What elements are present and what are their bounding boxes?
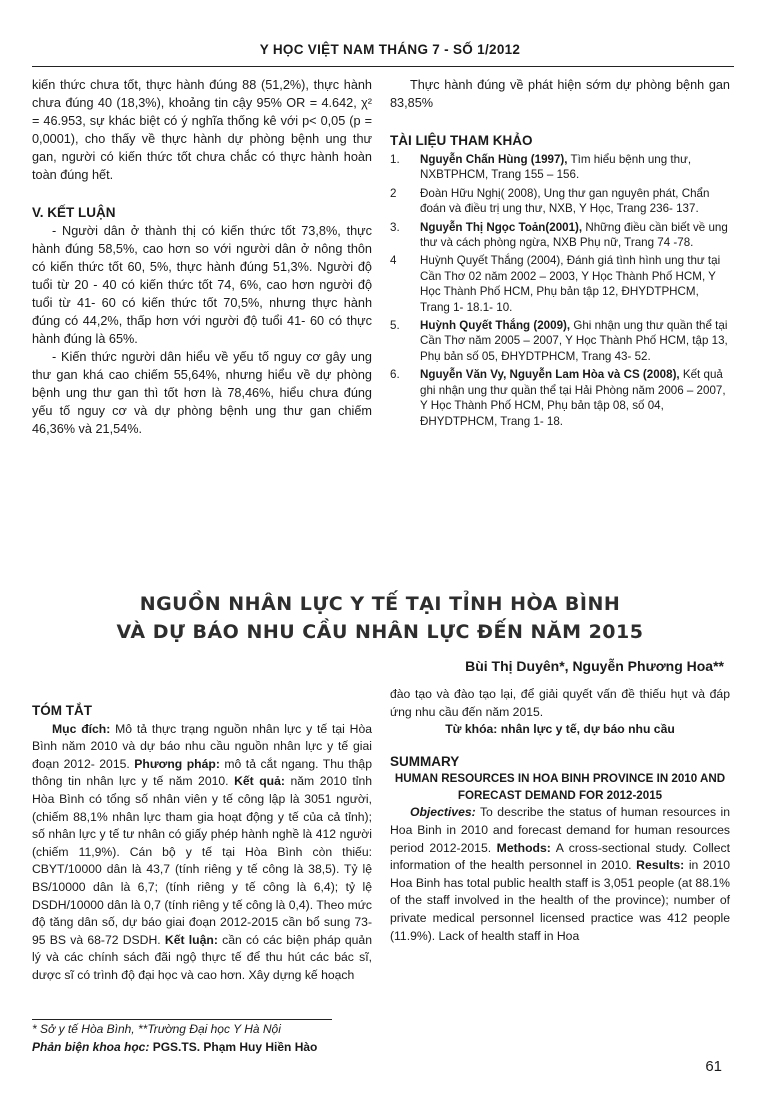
page-number: 61	[705, 1058, 722, 1075]
objectives-label: Objectives:	[410, 805, 476, 820]
reference-item	[390, 253, 730, 315]
practice-paragraph: Thực hành đúng về phát hiện sớm dự phòng bệnh gan 83,85%	[390, 78, 730, 110]
running-header: Y HỌC VIỆT NAM THÁNG 7 - SỐ 1/2012	[259, 42, 521, 57]
reference-number: 5.	[390, 319, 400, 333]
reference-text: Tìm hiểu bệnh ung thư, NXBTPHCM, Trang 155 – 156.	[420, 153, 692, 182]
reference-text: Kết quả ghi nhận ung thư quần thể tại Hải Phòng năm 2006 – 2007, Y Học Thành Phố HCM, Phụ bản tập 08, số 04, ĐHYDTPHCM, Trang 1- 18.	[420, 368, 726, 428]
references-heading: TÀI LIỆU THAM KHẢO	[390, 133, 533, 148]
keywords: Từ khóa: nhân lực y tế, dự báo nhu cầu	[445, 722, 675, 737]
reference-item	[390, 367, 730, 429]
result-text: năm 2010 tỉnh Hòa Bình có tổng số nhân viên y tế công lập là 3051 người, (chiếm 88,1% nhân lực tham gia hoạt động y tế của cả tỉnh); số nhân lực y tế tư nhân có giấy phép hành nghề là 412 người (chiếm 11,9%). Cán bộ y tế tại Hòa Bình còn thiếu: CBYT/10000 dân là 43,7 (tính riêng y tế công là 38,5). Tỷ lệ BS/10000 dân là 6,7; (tính riêng y tế công là 6,4); tỷ lệ DSDH/10000 dân là 0,7 (tính riêng y tế công là 0,4). Theo mức độ tăng dân số, dự báo giai đoạn 2012-2015 cần bổ sung 73-95 BS và 68-72 DSDH.	[32, 774, 373, 947]
abstract-right-column	[390, 686, 730, 945]
summary-title: HUMAN RESOURCES IN HOA BINH PROVINCE IN 2010 AND FORECAST DEMAND FOR 2012-2015	[394, 772, 726, 803]
summary-body	[390, 804, 730, 945]
abstract-heading: TÓM TẮT	[32, 703, 92, 718]
reference-item	[390, 152, 730, 183]
reference-item	[390, 220, 730, 251]
result-label: Kết quả:	[234, 774, 285, 789]
reference-list	[390, 152, 730, 429]
reference-number: 6.	[390, 368, 400, 382]
conclusion-paragraph-1: - Người dân ở thành thị có kiến thức tốt 73,8%, thực hành đúng 58,5%, cao hơn so với người dân ở nông thôn có kiến thức tốt 60, 5%, thực hành đúng 51,3%. Người độ tuổi từ 20 - 40 có kiến thức tốt 74, 6%, cao hơn người độ tuổi từ 41- 60 có kiến thức tốt 70,5%, nhưng thực hành đúng có 44,2%, thấp hơn với người độ tuổi 41- 60 có thực hành đúng là 65%.	[32, 224, 372, 346]
methods-text: A cross-sectional study. Collect information of the health personnel in 2010.	[390, 840, 730, 873]
results-text: in 2010 Hoa Binh has total public health staff is 3,051 people (at 88.1% of the staff involved in the health of the province); number of private medical personnel licensed practice was 412 people (11.9%). Lack of health staff in Hoa	[390, 858, 730, 943]
author-affiliation: * Sở y tế Hòa Bình, **Trường Đại học Y Hà Nội	[32, 1022, 281, 1036]
reviewer-name: PGS.TS. Phạm Huy Hiền Hào	[152, 1040, 318, 1054]
reference-author: Nguyễn Văn Vy, Nguyễn Lam Hòa và CS (2008),	[420, 368, 680, 382]
summary-heading: SUMMARY	[390, 753, 460, 769]
reference-text: Những điều cần biết về ung thư và cách phòng ngừa, NXB Phụ nữ, Trang 74 -78.	[420, 220, 728, 250]
reference-author: Nguyễn Thị Ngọc Toản(2001),	[420, 220, 583, 234]
article-title-line-1: NGUỒN NHÂN LỰC Y TẾ TẠI TỈNH HÒA BÌNH	[139, 593, 621, 615]
reviewer-line	[32, 1040, 317, 1054]
reference-text: Ghi nhận ung thư quần thể tại Cần Thơ năm 2005 – 2007, Y Học Thành Phố HCM, tập 13, Phụ bản số 05, ĐHYDTPHCM, Trang 43- 52.	[420, 319, 728, 363]
header-rule	[32, 66, 734, 67]
conclusion-text: cần có các biện pháp quản lý và các chính sách đãi ngộ thực tế để thu hút các bác sĩ, dược sĩ có trình độ đại học và cao hơn. Xây dựng kế hoạch	[32, 932, 372, 982]
footnote-rule	[32, 1019, 332, 1020]
conclusion-heading: V. KẾT LUẬN	[32, 205, 116, 220]
reference-text: Huỳnh Quyết Thắng (2004), Đánh giá tình hình ung thư tại Cần Thơ 02 năm 2002 – 2003, Y Học Thành Phố HCM, Y Học Thành Phố HCM, Phụ bản tập 12, ĐHYDTPHCM, Trang 1- 18.1- 10.	[420, 254, 721, 314]
abstract-vietnamese	[32, 702, 372, 985]
abstract-continuation: đào tạo và đào tạo lại, để giải quyết vấn đề thiếu hụt và đáp ứng nhu cầu đến năm 2015.	[390, 687, 730, 719]
objectives-text: To describe the status of human resources in Hoa Binh in 2010 and forecast demand for human resources period 2012-2015.	[390, 805, 730, 855]
methods-label: Methods:	[496, 840, 551, 855]
reference-item	[390, 318, 730, 364]
results-label: Results:	[636, 858, 685, 873]
reference-number: 3.	[390, 220, 400, 234]
conclusion-label: Kết luận:	[164, 932, 218, 947]
reference-author: Huỳnh Quyết Thắng (2009),	[420, 319, 571, 333]
article-title-line-2: VÀ DỰ BÁO NHU CẦU NHÂN LỰC ĐẾN NĂM 2015	[116, 621, 644, 643]
top-right-column	[390, 76, 730, 432]
reference-number: 4	[390, 254, 397, 268]
article-authors: Bùi Thị Duyên*, Nguyễn Phương Hoa**	[465, 658, 724, 674]
objective-text: Mô tả thực trạng nguồn nhân lực y tế tại Hòa Bình năm 2010 và dự báo nhu cầu nguồn nhân lực y tế giai đoạn 2012- 2015.	[32, 721, 372, 771]
reference-number: 1.	[390, 153, 400, 166]
method-text: mô tả cắt ngang. Thu thập thông tin nhân lực y tế năm 2010.	[32, 756, 372, 789]
method-label: Phương pháp:	[134, 756, 220, 771]
top-left-column	[32, 76, 372, 438]
objective-label: Mục đích:	[52, 721, 111, 736]
reference-text: Đoàn Hữu Nghị( 2008), Ung thư gan nguyên phát, Chẩn đoán và điều trị ung thư, NXB, Y Học, Trang 236- 137.	[420, 186, 710, 216]
abstract-body	[32, 721, 372, 985]
conclusion-paragraph-2: - Kiến thức người dân hiểu về yếu tố nguy cơ gây ung thư gan khá cao chiếm 55,64%, nhưng hiểu về dự phòng bệnh ung thư gan thì tốt hơn là 78,46%, hiểu chưa đúng yếu tố nguy cơ và dự phòng bệnh ung thư gan chiếm 46,36% và 21,54%.	[32, 350, 372, 436]
reviewer-label: Phản biện khoa học:	[32, 1040, 153, 1054]
reference-number: 2	[390, 186, 397, 200]
article-title	[100, 590, 660, 646]
reference-item	[390, 186, 730, 217]
reference-author: Nguyễn Chấn Hùng (1997),	[420, 153, 568, 166]
results-paragraph: kiến thức chưa tốt, thực hành đúng 88 (51,2%), thực hành chưa đúng 40 (18,3%), khoảng tin cậy 95% OR = 4.642, χ² = 46.953, sự khác biệt có ý nghĩa thống kê với p< 0,05 (p = 0,0001), cho thấy về thực hành dự phòng bệnh ung thư gan, người có kiến thức tốt chưa chắc có thực hành hoàn toàn đúng hết.	[32, 78, 372, 182]
